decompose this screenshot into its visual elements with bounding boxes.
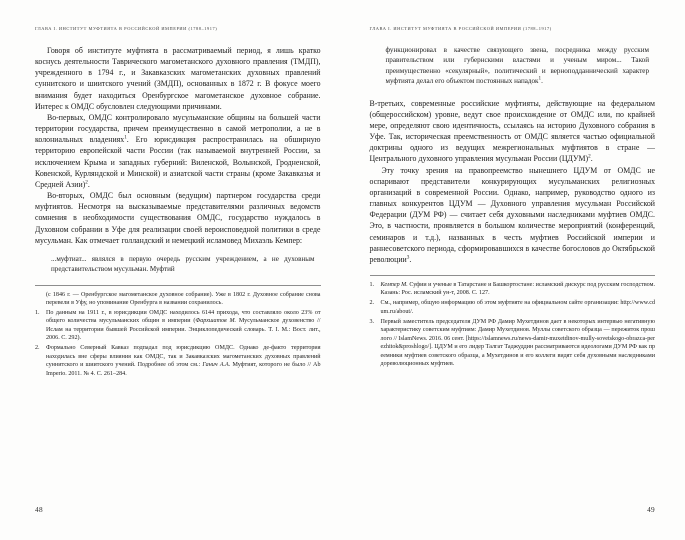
footnote-list — [370, 281, 656, 369]
running-head-left: ГЛАВА I. ИНСТИТУТ МУФТИЯТА В РОССИЙСКОЙ ИМПЕРИИ (1788–1917) — [35, 26, 218, 31]
footnote-author: Фархшатов М. — [195, 318, 237, 325]
footnote-item — [35, 309, 321, 343]
footnotes-right — [370, 275, 656, 369]
block-quote-tail: . — [541, 77, 543, 86]
footnote-item — [370, 281, 656, 298]
footnote-item — [370, 318, 656, 369]
paragraph-tail: . — [409, 254, 412, 264]
footnote-number: 2. — [369, 300, 375, 307]
footnotes-left — [35, 285, 321, 379]
paragraph-text: Говоря об институте муфтията в рассматриваемый период, я лишь кратко коснусь деятельности Таврического магометанского духовного правления (ТМДП), учрежденного в 1794 г., и Закавказских магометанских духовных правлений суннитского и шиитского учений (ЗМДП), основанных в 1872 г. В фокусе моего внимания будет находиться Оренбургское магометанское духовное собрание. Интерес к ОМДС обусловлен следующими причинами. — [35, 46, 321, 111]
page-number-left: 48 — [35, 505, 43, 514]
footnote-text: По данным на 1911 г., в юрисдикции ОМДС находилось 6144 прихода, что составляло около 23% от общего количества мусульманских общин в империи ( — [46, 309, 321, 325]
paragraph — [370, 165, 656, 265]
paragraph — [35, 112, 321, 190]
footnote-number: 1. — [369, 281, 375, 288]
paragraph-text-tail: . — [87, 179, 90, 189]
footnote-marker[interactable]: 3 — [406, 254, 410, 261]
footnote-marker[interactable]: 2 — [85, 179, 88, 186]
footnote-number: 3. — [369, 318, 375, 325]
paragraph-text: В-третьих, современные российские муфтияты, действующие на федеральном (общероссийском) уровне, ведут свое происхождение от ОМДС или, по крайней мере, определяют свою идентичность, ссылаясь на историю Духовного собрания в Уфе. Так, историческая преемственность от ОМДС является частью официальной доктрины одного из ведущих межрегиональных муфтиятов в стране — Центрального духовного управления мусульман России (ЦДУМ) — [369, 98, 655, 164]
body-text-left — [35, 45, 321, 275]
footnote-author: Ганич А.А. — [202, 362, 231, 369]
paragraph-text: Во-вторых, ОМДС был основным (ведущим) партнером государства среди муфтиятов. Несмотря на высказываемые представителями различных ведомств сомнения в необходимости существования ОМДС, государство нуждалось в Духовном собрании в Уфе для реализации своей вероисповедной политики в среде мусульман. Как отмечает голландский и немецкий исламовед Михаэль Кемпер: — [35, 191, 321, 245]
footnote-number: 2. — [35, 345, 40, 352]
footnote-text: Первый заместитель председателя ДУМ РФ Дамир Мухетдинов дает в некоторых интервью негативную характеристику советским муфтиям: Дамир Мухетдинов. Муллы советского образца — пережиток прошлого // IslamNews. 2016. 06 сент. [https://islamnews.ru/news-damir-muxetdinov-mully-sovetskogo-obrazca-perezhitok&proshlogo/]. ЦДУМ и его лидер Талгат Таджуддин рассматриваются идеологами ДУМ РФ как преемники муфтиев советского образца, а Мухетдинов и его коллеги видят себя духовными наследниками дореволюционных муфтиев. — [380, 318, 655, 368]
footnote-marker[interactable]: 2 — [588, 153, 591, 160]
footnote-text-rest: Муфтият, которого не было // Ab Imperio. 2011. № 4. С. 261–284. — [46, 362, 321, 377]
footnote-text-rest: Мусульманское духовенство // Ислам на территории бывшей Российской империи. Энциклопедический словарь. Т. I. М.: Вост. лит., 2006. С. 292). — [46, 318, 321, 342]
page-number-right: 49 — [647, 505, 655, 514]
paragraph-tail: . — [590, 154, 593, 164]
footnote-text: Формально Северный Кавказ подпадал под юрисдикцию ОМДС. Однако де-факто территория находилась вне сферы влияния как ОМДС, так и Закавказских магометанских духовных правлений суннитского и шиитского учений. Подробнее об этом см.: — [46, 345, 321, 369]
block-quote — [35, 254, 321, 275]
footnote-continuation: (с 1846 г. — Оренбургское магометанское духовное собрание). Уже в 1802 г. Духовное собрание снова перевели в Уфу, но упоминание Оренбурга в названии сохранилось. — [46, 291, 321, 307]
paragraph — [370, 98, 656, 165]
paragraph-text-rest: . Его юрисдикция распространилась на обширную территорию европейской части России (так называемой внутренней России, за исключением Крыма и западных губерний: Виленской, Волынской, Гродненской, Ковенской, Курляндской и Минской) и азиатской части страны (кроме Закавказья и Средней Азии) — [35, 135, 321, 189]
footnote-text: Суфии и ученые в Татарстане и Башкортостане: исламский дискурс под русским господством. Казань: Рос. исламский ун-т, 2008. С. 127. — [380, 281, 655, 297]
paragraph — [35, 45, 321, 112]
block-quote-continued — [370, 45, 656, 87]
footnote-list — [35, 309, 321, 379]
block-quote-text: функционировал в качестве связующего звена, посредника между русским правительством или губернскими властями и ученым миром... Такой преимущественно «секулярный», политический и верноподданнический характер муфтията делал его объектом постоянных нападок — [385, 46, 649, 86]
footnote-marker[interactable]: 1 — [124, 134, 127, 141]
footnote-author: Кемпер М. — [380, 281, 408, 288]
body-text-right — [370, 45, 656, 265]
footnote-number: 1. — [35, 309, 40, 316]
page-right — [343, 0, 685, 540]
block-quote-text: ...муфтиат... являлся в первую очередь русским учреждением, а не духовным представительством мусульман. Муфтий — [51, 254, 315, 274]
footnote-marker[interactable]: 1 — [538, 75, 542, 82]
footnote-text: См., например, общую информацию об этом муфтияте на официальном сайте организации: http://www.cdum.ru/about/. — [380, 300, 655, 315]
footnote-item — [370, 299, 656, 316]
paragraph-text: Во-первых, ОМДС контролировало мусульманские общины на большей части территории государства, причем преимущественно в самой метрополии, а не в колониальных владениях — [35, 112, 321, 145]
running-head-right: ГЛАВА I. ИНСТИТУТ МУФТИЯТА В РОССИЙСКОЙ ИМПЕРИИ (1788–1917) — [369, 26, 552, 31]
paragraph-text: Эту точку зрения на правопреемство нынешнего ЦДУМ от ОМДС не оспаривают представители конкурирующих мусульманских религиозных организаций в современной России. Однако, например, руководство одного из главных конкурентов ЦДУМ — Духовного управления мусульман Российской Федерации (ДУМ РФ) — считает себя духовными наследниками муфтиев ОМДС. Это, в частности, проявляется в большом количестве мероприятий (конференций, семинаров и т.д.), названных в честь муфтиев Российской империи и раннесоветского периода, сформировавшихся в качестве богословов до Октябрьской революции — [369, 165, 655, 264]
footnote-item — [35, 344, 321, 378]
paragraph — [35, 190, 321, 246]
